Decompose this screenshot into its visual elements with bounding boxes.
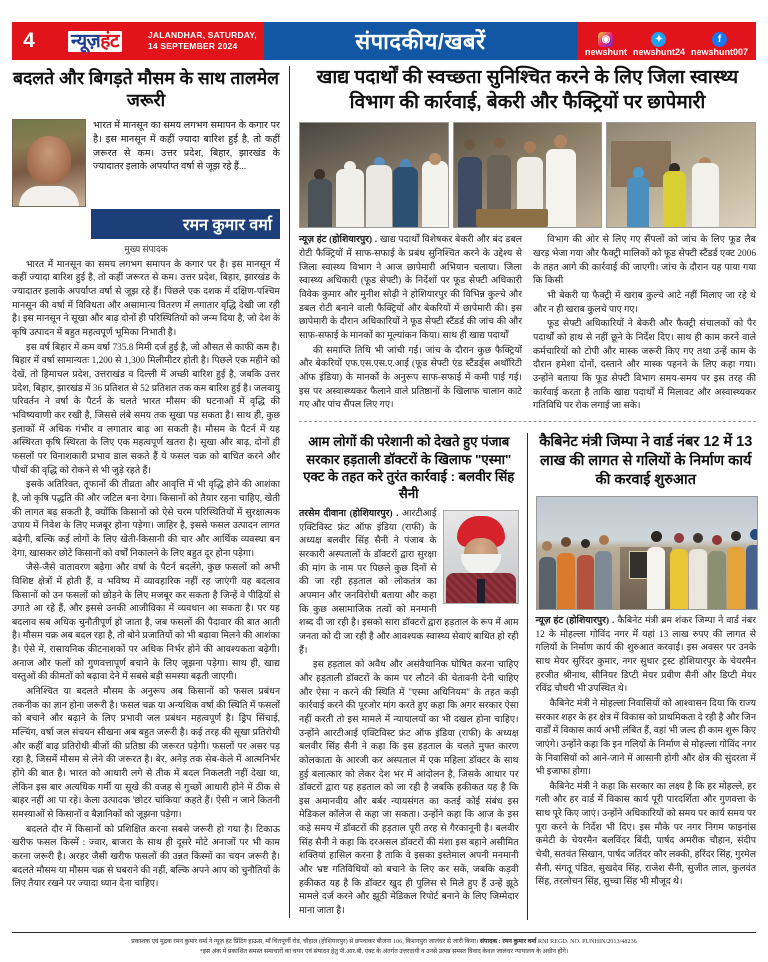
main-story-photos <box>299 122 756 228</box>
editorial-intro: भारत में मानसून का समय लगभग समापन के कगार पर है। इस मानसून में कहीं ज्यादा बारिश हुई है, तो कहीं जरूरत से कम। उत्तर प्रदेश, बिहार, झारखंड के ज्यादातर इलाके अपर्याप्त वर्षा से जूझ रहे हैं... <box>93 119 280 173</box>
main-story-paragraph <box>299 234 522 343</box>
editorial-paragraph: अनिश्चित या बदलते मौसम के अनुरूप अब किसानों को फसल प्रबंधन तकनीक का ज्ञान होना जरूरी है। फसल चक्र या अन्यथिक वर्षा की स्थिति में फसलों को बचाने और बढ़ाने के लिए प्रभावी जल प्रबंधन महत्वपूर्ण है। ड्रिप सिंचाई, मल्चिंग, वर्षा जल संचयन सीखना अब बहुत जरूरी है। कई तरह की सूखा प्रतिरोधी और कहीं बाढ़ प्रतिरोधी बीजों की प्रतिष्ठा की जरूरत पड़ेगी। फसलों पर असर पड़ रहा है, जिसमें मौसम से लेने की जरूरत है। बेर, अनेड़ तक सेब-केले में आत्मनिर्भर होंगे की बात है। भारत को आधारी लगे से तीक में बदल निकलती नहीं देखा था, लेकिन इस बार अत्यधिक गर्मी या सूखे की वजह से गुच्छों आधारी होने में ठीक से बाहर नहीं आ पा रहे। केला उत्पादक 'छोटर चांकिया' कहते हैं। ऐसी न जाने कितनी समस्याओं से किसानों व बैज्ञानिकों को जूझना पड़ेगा। <box>12 687 280 820</box>
bakery-inspection-photo-1 <box>299 122 449 228</box>
page-footer <box>12 932 756 956</box>
editorial-headline: बदलते और बिगड़ते मौसम के साथ तालमेल जरूरी <box>12 68 280 110</box>
editorial-paragraph: बदलते दौर में किसानों को प्रशिक्षित करना सबसे जरूरी हो गया है। टिकाऊ खरीफ फसल किस्में : ज्वार, बाजरा के साथ ही दूसरे मोटे अनाजों पर भी काम करना जरूरी है। अरहर जैसी खरीफ फसलों की उन्नत किस्मों का चयन जरूरी है। बदलते मौसम या मौसम चक्र से घबराने की नहीं, बल्कि अपने आप को चुनौतियों के लिए तैयार रखने पर ज्यादा ध्यान देना चाहिए। <box>12 824 280 890</box>
social-links <box>577 22 756 60</box>
section-title: संपादकीय/खबरें <box>264 22 577 60</box>
story-minister-jimpa-body <box>536 615 757 890</box>
story-doctors-strike-body <box>299 508 519 919</box>
news-column <box>290 66 756 918</box>
story-minister-jimpa-dateline: न्यूज़ हंट (होशियारपुर) . <box>535 615 615 626</box>
story-minister-jimpa-text: कैबिनेट मंत्री ब्रम शंकर जिम्पा ने वार्ड नंबर 12 के मोहल्ला गोविंद नगर में यहां 13 लाख रुपए की लागत से गलियों के निर्माण कार्य की शुरुआत करवाई। इस अवसर पर उनके साथ मेयर सुरिंदर कुमार, नगर सुधार ट्रस्ट होशियारपुर के चेयरमैन हरजीत श्रीनाथ, सीनियर डिप्टी मेयर प्रवीण सैनी और डिप्टी मेयर रविंद्र चौधरी भी उपस्थित थे। <box>535 615 756 695</box>
story-doctors-strike-headline: आम लोगों की परेशानी को देखते हुए पंजाब सरकार हड़ताली डॉक्टरों के खिलाफ "एस्मा" एक्ट के तहत करे तुरंत कार्रवाई : बलवीर सिंह सैनी <box>303 434 515 501</box>
footer-line-2: *इस अंक में प्रकाशित समस्त समाचारों का चयन एवं संपादन हेतु पी.आर.बी. एक्ट के अंतर्गत उत्तरदायी व उनसे उत्पन्न समस्त विवाद केवल जालंधर न्यायालय के अधीन होंगे। <box>199 947 569 955</box>
editorial-paragraph: इस वर्ष बिहार में कम वर्षा 735.8 मिमी दर्ज हुई है, जो औसत से काफी कम है। बिहार में वर्षा सामान्यतः 1,200 से 1,300 मिलीमीटर होती है। पिछले एक महीने को देखें, तो हिमाचल प्रदेश, उत्तराखंड व दिल्ली में अच्छी बारिश हुई है, जबकि उत्तर प्रदेश, बिहार, झारखंड में 36 प्रतिशत से 52 प्रतिशत तक कम बारिश हुई है। जलवायु परिवर्तन ने वर्षा के पैटर्न के चलते भारत मौसम की घटनाओं में वृद्धि की भविष्यवाणी कर रखी है, जिससे लंबे समय तक सूखा पड़ सकता है। साथ ही, कुछ इलाकों में अधिक गंभीर व लगातार बाढ़ आ सकती है। मौसम के पैटर्न में यह अस्थिरता कृषि स्थिरता के लिए एक महत्वपूर्ण खतरा है। सूखा और बाढ़, दोनों ही फसलों पर विनाशकारी प्रभाव डाल सकते हैं ये फसल चक्र को बाधित करने और पौधों की वृद्धि को रोकने से भी जुड़े रहते हैं। <box>12 342 280 476</box>
footer-rni-number: RNI REGD. NO. PUNHIN/2013/48236 <box>537 938 637 946</box>
main-story-paragraph: की समाप्ति तिथि भी जांची गई। जांच के दौरान कुछ फैक्ट्रियों और बेकरियों एफ.एस.एस.ए.आई (फूड सेफ्टी एंड स्टैंडर्ड्स अथॉरिटी ऑफ इंडिया) के मानकों के अनुरूप साफ-सफाई में कमी पाई गई। इस पर अस्वास्थ्यकर फैलाने वाले प्रतिष्ठानों के खिलाफ चालान काटे गए और पांच सैंपल लिए गए। <box>299 345 522 411</box>
inauguration-group-photo <box>536 496 759 610</box>
editorial-author-name: रमन कुमार वर्मा <box>91 209 280 239</box>
main-story-dateline: न्यूज़ हंट (होशियारपुर) . <box>299 235 378 246</box>
story-doctors-strike-text: आरटीआई एक्टिविस्ट फ्रंट ऑफ इंडिया (राफी) के अध्यक्ष बलवीर सिंह सैनी ने पंजाब के सरकारी अस्पतालों के डॉक्टरों द्वारा सुरक्षा की मांग के नाम पर पिछले कुछ दिनों से की जा रही हड़ताल को लोकतंत्र का अपमान और जनविरोधी बताया और कहा कि कुछ असामाजिक तत्वों को मनमानी शब्द दी जा रही है। इसको सारा डॉक्टरों द्वारा हड़ताल के रूप में आम जनता को दी जा रही है और आवश्यक स्वास्थ्य सेवाएं बाधित हो रही हैं। <box>299 509 519 656</box>
facebook-handle: newshunt007 <box>690 47 748 57</box>
twitter-handle: newshunt24 <box>632 47 685 57</box>
instagram-handle: newshunt <box>584 47 627 57</box>
dateline-city-day: JALANDHAR, SATURDAY, <box>148 30 257 41</box>
masthead <box>12 22 756 60</box>
story-minister-jimpa-paragraph: कैबिनेट मंत्री ने मोहल्ला निवासियों को आश्वासन दिया कि राज्य सरकार शहर के हर क्षेत्र में विकास को प्राथमिकता दे रही है और जिन वार्डों में विकास कार्य अभी लंबित हैं, वहां भी जल्द ही काम शुरू किए जाएंगे। उन्होंने कहा कि इन गलियों के निर्माण से मोहल्ला गोविंद नगर के निवासियों को आने-जाने में आसानी होगी और क्षेत्र की सुंदरता में भी इजाफा होगा। <box>535 698 756 778</box>
instagram-icon: ◉ <box>598 32 613 47</box>
bakery-inspection-photo-2 <box>453 122 603 228</box>
twitter-icon: ✦ <box>651 32 666 47</box>
footer-editor-label: संपादक : रमन कुमार वर्मा <box>479 938 537 946</box>
story-doctors-strike-dateline: तरसेम दीवाना (होशियारपुर) . <box>299 509 399 520</box>
section-divider <box>299 421 756 422</box>
dateline-date: 14 SEPTEMBER 2024 <box>148 41 238 51</box>
story-doctors-strike-paragraph: इस हड़ताल को अवैध और असंवैधानिक घोषित करना चाहिए और हड़ताली डॉक्टरों के काम पर लौटने की चेतावनी देनी चाहिए और ऐसा न करने की स्थिति में "एस्मा अधिनियम" के तहत कड़ी कार्रवाई करने की पूरजोर मांग करते हुए कहा कि अगर सरकार ऐसा नहीं करती तो इस मामले में न्यायालयों का भी दखल होना चाहिए। उन्होंने आरटीआई एक्टिविस्ट फ्रंट ऑफ इंडिया (राफी) के अध्यक्ष बलवीर सिंह सैनी ने कहा कि इस हड़ताल के चलते मुफ्त कारण कोलकाता के आरजी कर अस्पताल में एक महिला डॉक्टर के साथ हुई बलात्कार को लेकर देश भर में आंदोलन है, जिसके आधार पर डॉक्टरों द्वारा यह हड़ताल को जा रही है जबकि हकीकत यह है कि इस अमानवीय और बर्बर न्यायसंगत का कतई कोई संबंध इस मेडिकल कॉलेज से कहा जा सकता। उन्होंने कहा कि आज के इस कड़े समय में डॉक्टरों की हड़ताल पूरी तरह से गैरकानूनी है। बलवीर सिंह सैनी ने कहा कि दरअसल डॉक्टरों की मंशा इस बहाने असीमित शक्तियां हासिल करना है ताकि वे इसका इस्तेमाल अपनी मनमानी और भ्रष्ट गतिविधियों को बचाने के लिए कर सकें, जबकि कड़वी हकीकत यह है कि डॉक्टर खुद ही पुलिस से मिले हुए हैं उन्हें झूठे मामले दर्ज करने और झूठी मेडिकल रिपोर्ट बनाने के लिए जिम्मेदार माना जाता है। <box>299 660 519 917</box>
story-minister-jimpa <box>528 433 757 919</box>
editorial-body <box>12 259 280 892</box>
balwir-singh-saini-portrait <box>443 510 519 604</box>
lower-stories <box>299 433 756 919</box>
editor-portrait-photo <box>12 119 86 207</box>
page-content <box>12 66 756 918</box>
social-instagram[interactable] <box>585 32 627 57</box>
social-twitter[interactable] <box>633 32 685 57</box>
newspaper-logo <box>46 22 144 60</box>
footer-line-1 <box>12 937 756 946</box>
dateline-block <box>144 22 264 60</box>
logo-text <box>68 31 122 52</box>
story-doctors-strike <box>299 433 528 919</box>
story-minister-jimpa-paragraph: कैबिनेट मंत्री ने कहा कि सरकार का लक्ष्य है कि हर मोहल्ले, हर गली और हर वार्ड में विकास कार्य पूरी पारदर्शिता और गुणवत्ता के साथ पूरे किए जाएं। उन्होंने अधिकारियों को समय पर कार्य समय पर पूरा करने के निर्देश भी दिए। इस मौके पर नगर निगम फाइनांस कमेटी के चेयरमैन बलविंदर बिंदी, पार्षद अमरीक चौहान, संदीप चेची, सतवंत सिखान, पार्षद जतिंदर कौर लक्की, हरिंदर सिंह, गुरमेल सैनी, संगतू पंडित, सुखदेव सिंह, राजेश सैनी, सुजीत लाल, कुलवंत सिंह, तरलोचन सिंह, सुच्चा सिंह भी मौजूद थे। <box>535 781 756 888</box>
main-story-paragraph: विभाग की ओर से लिए गए सैंपलों को जांच के लिए फूड लैब खरड़ भेजा गया और फैक्ट्री मालिकों को फूड सेफ्टी स्टैंडर्ड एक्ट 2006 के तहत आगे की कार्रवाई की जाएगी। जांच के दौरान यह पाया गया कि किसी <box>533 235 756 287</box>
footer-publisher-text: प्रकाशक एवं मुद्रक रमन कुमार वर्मा ने न्यूज़ हंट प्रिंटिंग हाऊस, माँ चिंतपूर्णी रोड, चौहाल (होशियारपुर) से छपवाकर बीजना 106, किशनपुरा जालंधर से जारी किया। <box>131 938 479 946</box>
editorial-paragraph: इसके अतिरिक्त, तूफानों की तीव्रता और आवृत्ति में भी वृद्धि होने की आशंका है, जो कृषि पद्धति की और जटिल बना देगा। किसानों को तैयार रहना चाहिए, खेती की लागत बढ़ सकती है, क्योंकि किसानों को ऐसे चरम परिस्थितियों में सुरक्षात्मक उपाय में निवेश के लिए मजबूर होना पड़ेगा। जाहिर है, इससे फसल उत्पादन लागत बढ़ेगी, बल्कि कई लोगों के लिए खेती-किसानी की चार और आर्थिक व्यवस्था बन देगा, खासकर छोटे किसानों को वर्षों निकालने के लिए बहुत दूर होना पड़ेगा। <box>12 480 280 559</box>
main-story-paragraph: भी बेकरी या फैक्ट्री में खराब कुल्चे आटे नहीं मिलाए जा रहे थे और न ही खराब कुलचे पाए गए। <box>533 291 756 315</box>
editorial-author-block <box>12 119 280 207</box>
story-minister-jimpa-paragraph <box>536 615 757 697</box>
story-minister-jimpa-headline: कैबिनेट मंत्री जिम्पा ने वार्ड नंबर 12 में 13 लाख की लागत से गलियों के निर्माण कार्य की करवाई शुरुआत <box>539 434 753 489</box>
editorial-author-role: मुख्य संपादक <box>124 243 168 254</box>
logo-text-part2: हंट <box>100 30 119 52</box>
main-story-headline: खाद्य पदार्थों की स्वच्छता सुनिश्चित करने के लिए जिला स्वास्थ्य विभाग की कार्रवाई, बेकरी और फैक्ट्रियों पर छापेमारी <box>316 67 739 113</box>
editorial-paragraph: जैसे-जैसे वातावरण बढ़ेगा और वर्षा के पैटर्न बदलेंगे, कुछ फसलों को अभी विशिष्ट क्षेत्रों में होती हैं, व भविष्य में व्यावहारिक नहीं रह जाएंगी यह बदलाव किसानों को उन फसलों को छोड़ने के लिए मजबूर कर सकता है जिन्हें वे पीढ़ियों से उगाते आ रहे हैं, और इससे उनकी आजीविका में व्यवधान आ सकता है। पर यह बदलाव सब अधिक चुनौतीपूर्ण हो जाता है, जब फसलों की पैदावार की बात आती है। मौसम चक्र अब बदल रहा है, तो बोने प्रजातियों को भी बढ़ावा मिलने की आशंका है। ऐसे में, रासायनिक कीटनाशकों पर अधिक निर्भर होने की आवश्यकता बढ़ेगी। अनाज और फलों को गुणवत्तापूर्ण बचाने के लिए जूझना पड़ेगा। साथ ही, खाद्य वस्तुओं की कीमतों को बढ़ावा देने में सबसे बड़ी समस्या बढ़ती जाएगी। <box>12 563 280 683</box>
editorial-paragraph: भारत में मानसून का समय लगभग समापन के कगार पर है। इस मानसून में कहीं ज्यादा बारिश हुई है, तो कहीं जरूरत से कम। उत्तर प्रदेश, बिहार, झारखंड के ज्यादातर इलाके अपर्याप्त वर्षा से जूझ रहे हैं। पिछले एक दशक में दक्षिण-पश्चिम मानसून की वर्षा में विविधता और असामान्य वितरण में लगातार वृद्धि देखी जा रही है। इस मानसून ने सूखा और बाढ़ दोनों ही परिस्थितियों को जन्म दिया है, जो देश के कृषि उत्पादन में बहुत महत्वपूर्ण भूमिका निभाती है। <box>12 259 280 339</box>
main-story <box>299 66 756 414</box>
main-story-text: खाद्य पदार्थों विशेषकर बेकरी और बंद डबल रोटी फैक्ट्रियों में साफ-सफाई के प्रबंध सुनिश्चित करने के उद्देश्य से जिला स्वास्थ्य विभाग ने आज छापेमारी अभियान चलाया। जिला स्वास्थ्य अधिकारी (फूड सेफ्टी) के निर्देशों पर फूड सेफ्टी अधिकारी विवेक कुमार और मुनीश सोढ़ी ने होशियारपुर की विभिन्न कुल्चे और डबल रोटी बनाने वाली फैक्ट्रियों और बेकरियों में छापेमारी की। इस छापेमारी के दौरान अधिकारियों ने फूड सेफ्टी स्टैंडर्ड की जांच की और साफ-सफाई के मानकों का मूल्यांकन किया। साथ ही खाद्य पदार्थों <box>299 235 523 341</box>
bakery-inspection-photo-3 <box>606 122 756 228</box>
facebook-icon: f <box>712 32 727 47</box>
social-facebook[interactable] <box>691 32 748 57</box>
editorial-column <box>12 66 290 918</box>
main-story-body <box>299 234 756 414</box>
main-story-paragraph: फूड सेफ्टी अधिकारियों ने बेकरी और फैक्ट्री संचालकों को पैर पदार्थों को हाथ से नहीं छूने के निर्देश दिए। साथ ही काम करने वाले कर्मचारियों को टोपी और मास्क जरूरी किए गए तथा उन्हें काम के दौरान हमेशा दोनों, दस्ताने और मास्क पहनने के लिए कहा गया। उन्होंने बताया कि फूड सेफ्टी विभाग समय-समय पर इस तरह की कार्रवाई करता है ताकि खाद्य पदार्थों में मिलावट और अस्वास्थ्यकर गतिविधि पर रोक लगाई जा सके। <box>533 319 756 412</box>
logo-text-part1: न्यूज़ <box>71 30 101 52</box>
newspaper-page <box>0 22 768 962</box>
page-number: 4 <box>12 22 46 60</box>
